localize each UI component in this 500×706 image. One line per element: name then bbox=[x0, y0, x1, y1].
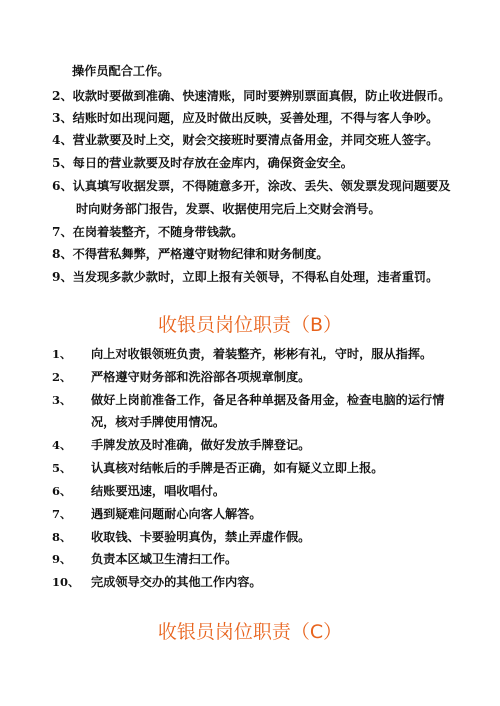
item-number: 3、 bbox=[52, 393, 72, 407]
item-number: 2、 bbox=[52, 370, 72, 384]
item-text: 结账要迅速，唱收唱付。 bbox=[91, 484, 226, 498]
item-number: 8、 bbox=[52, 530, 72, 544]
item-number: 7、 bbox=[52, 507, 72, 521]
item-number: 10、 bbox=[52, 575, 80, 589]
item-text: 遇到疑难问题耐心向客人解答。 bbox=[91, 507, 262, 521]
item-number: 1、 bbox=[52, 347, 72, 361]
item-text: 手牌发放及时准确，做好发放手牌登记。 bbox=[91, 438, 311, 452]
item-text: 负责本区域卫生清扫工作。 bbox=[91, 552, 238, 566]
item-text: 况，核对手牌使用情况。 bbox=[91, 415, 226, 429]
section-a-line: 6、认真填写收据发票，不得随意多开，涂改、丢失、领发票发现问题要及 bbox=[52, 179, 451, 193]
item-number: 6、 bbox=[52, 484, 72, 498]
item-text: 向上对收银领班负责，着装整齐，彬彬有礼，守时，服从指挥。 bbox=[91, 347, 433, 361]
item-text: 收取钱、卡要验明真伪，禁止弄虚作假。 bbox=[91, 530, 311, 544]
section-c-title: 收银员岗位职责（C） bbox=[157, 621, 343, 643]
item-text: 认真核对结帐后的手牌是否正确，如有疑义立即上报。 bbox=[91, 461, 384, 475]
section-a-line: 3、结账时如出现问题，应及时做出反映，妥善处理，不得与客人争吵。 bbox=[52, 111, 439, 125]
item-text: 严格遵守财务部和洗浴部各项规章制度。 bbox=[91, 370, 311, 384]
section-a-line: 操作员配合工作。 bbox=[72, 64, 170, 78]
section-a-line: 时向财务部门报告，发票、收据使用完后上交财会消号。 bbox=[76, 202, 381, 216]
item-number: 9、 bbox=[52, 552, 72, 566]
section-a-line: 9、当发现多款少款时，立即上报有关领导，不得私自处理，违者重罚。 bbox=[52, 270, 439, 284]
item-number: 5、 bbox=[52, 461, 72, 475]
section-b-title: 收银员岗位职责（B） bbox=[157, 314, 343, 336]
section-a-line: 2、收款时要做到准确、快速清账，同时要辨别票面真假，防止收进假币。 bbox=[52, 89, 451, 103]
section-a-line: 7、在岗着装整齐，不随身带钱款。 bbox=[52, 225, 244, 239]
section-a-line: 4、营业款要及时上交，财会交接班时要清点备用金，并同交班人签字。 bbox=[52, 133, 439, 147]
item-number: 4、 bbox=[52, 438, 72, 452]
item-text: 做好上岗前准备工作，备足各种单据及备用金，检查电脑的运行情 bbox=[91, 393, 445, 407]
section-a-line: 5、每日的营业款要及时存放在金库内，确保资金安全。 bbox=[52, 156, 353, 170]
item-text: 完成领导交办的其他工作内容。 bbox=[91, 575, 262, 589]
section-a-line: 8、不得营私舞弊，严格遵守财物纪律和财务制度。 bbox=[52, 247, 329, 261]
